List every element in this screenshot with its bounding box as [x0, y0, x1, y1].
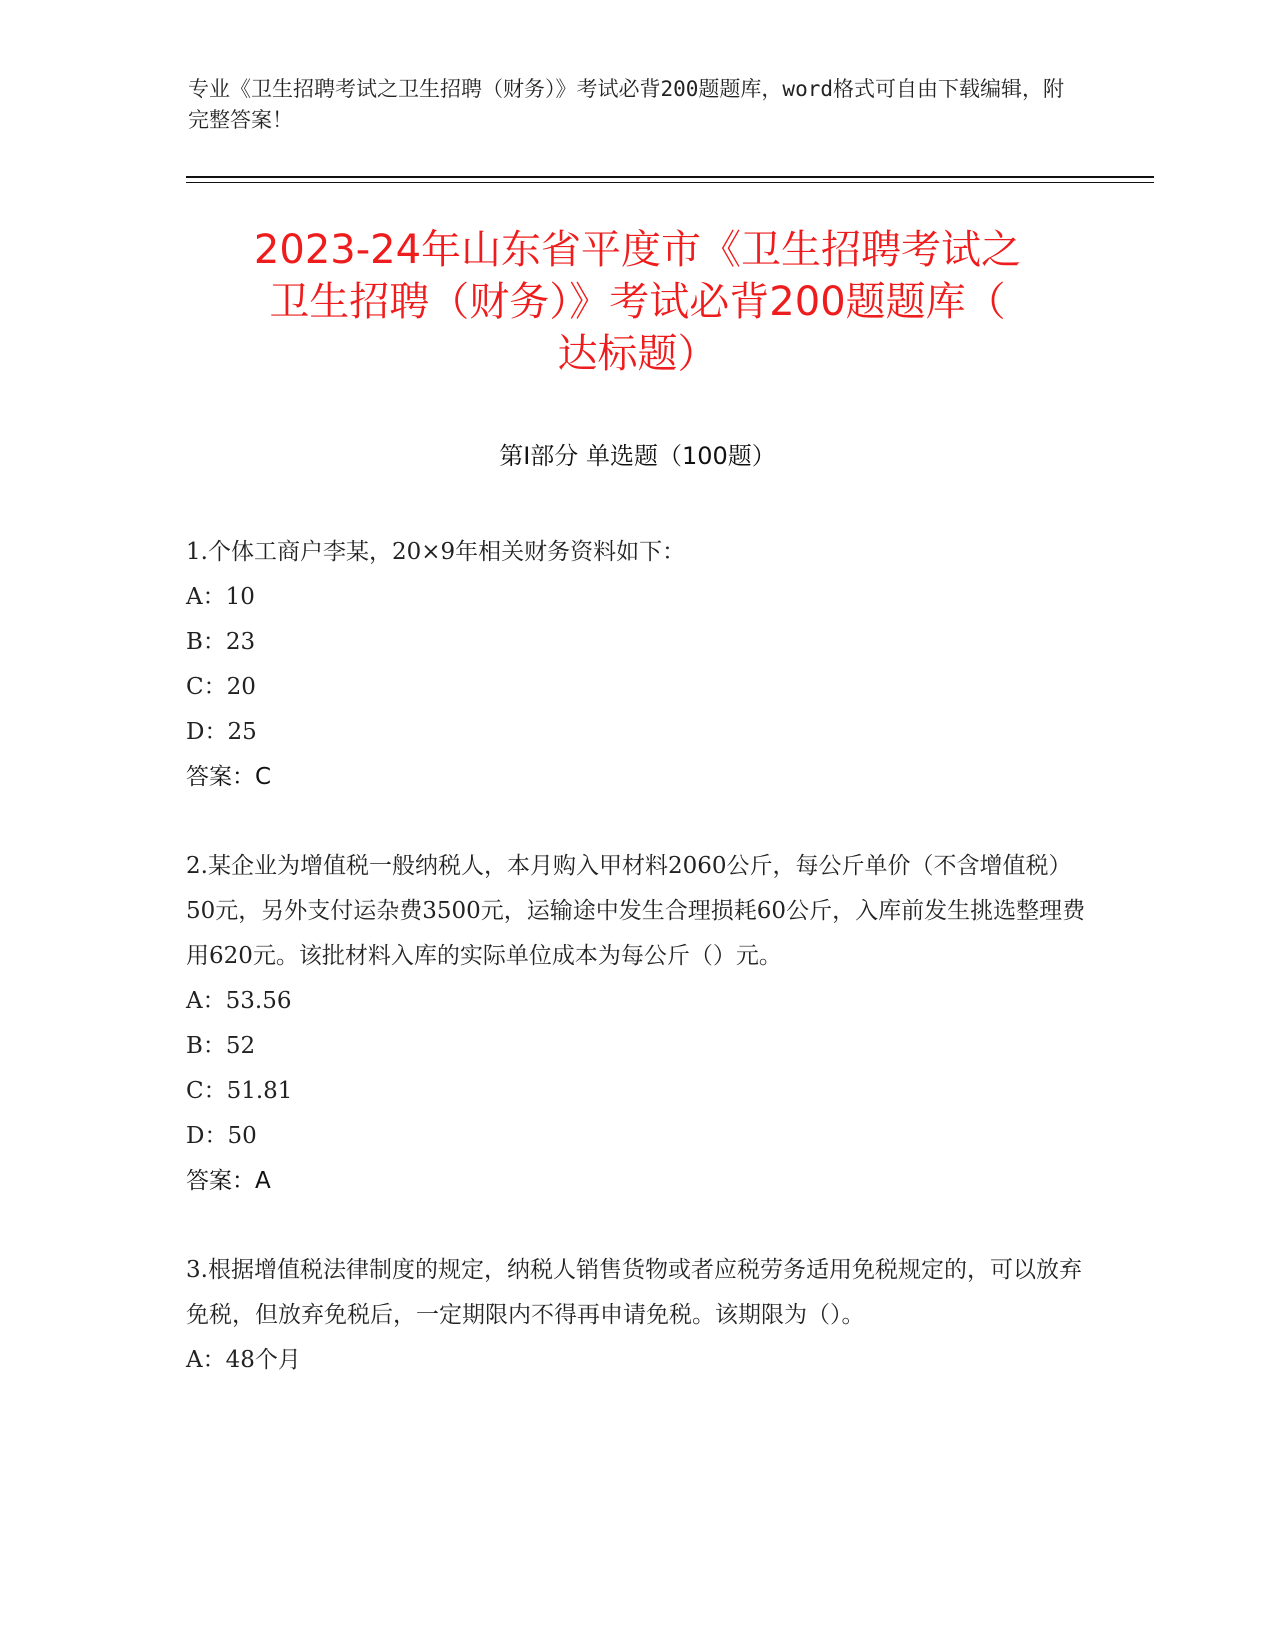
header-divider-thin	[186, 182, 1154, 183]
option-a: A：48个月	[186, 1347, 301, 1373]
question-stem: 3.根据增值税法律制度的规定，纳税人销售货物或者应税劳务适用免税规定的，可以放弃免税，但放弃免税后，一定期限内不得再申请免税。该期限为（）。	[186, 1257, 1082, 1328]
answer-line: 答案：C	[186, 764, 272, 790]
section-title: 第I部分 单选题（100题）	[499, 442, 776, 470]
option-b: B：52	[186, 1033, 256, 1059]
option-c: C：20	[186, 674, 256, 700]
document-title	[170, 224, 1105, 380]
option-a: A：53.56	[186, 988, 292, 1014]
option-b: B：23	[186, 629, 256, 655]
question-2	[186, 844, 1086, 1204]
header-divider-thick	[186, 176, 1154, 178]
question-stem: 1.个体工商户李某，20×9年相关财务资料如下：	[186, 539, 686, 565]
answer-line: 答案：A	[186, 1168, 271, 1194]
header-note: 专业《卫生招聘考试之卫生招聘（财务）》考试必背200题题库，word格式可自由下载编辑，附完整答案！	[188, 77, 1064, 132]
title-line: 达标题）	[557, 331, 718, 377]
option-d: D：25	[186, 719, 257, 745]
option-a: A：10	[186, 584, 255, 610]
option-c: C：51.81	[186, 1078, 293, 1104]
question-3	[186, 1248, 1086, 1383]
title-line: 卫生招聘（财务）》考试必背200题题库（	[269, 279, 1006, 325]
question-list	[186, 530, 1086, 1427]
question-stem: 2.某企业为增值税一般纳税人，本月购入甲材料2060公斤，每公斤单价（不含增值税）50元，另外支付运杂费3500元，运输途中发生合理损耗60公斤，入库前发生挑选整理费用620元。该批材料入库的实际单位成本为每公斤（）元。	[186, 853, 1086, 969]
title-line: 2023-24年山东省平度市《卫生招聘考试之	[253, 227, 1022, 273]
question-1	[186, 530, 1086, 800]
option-d: D：50	[186, 1123, 257, 1149]
